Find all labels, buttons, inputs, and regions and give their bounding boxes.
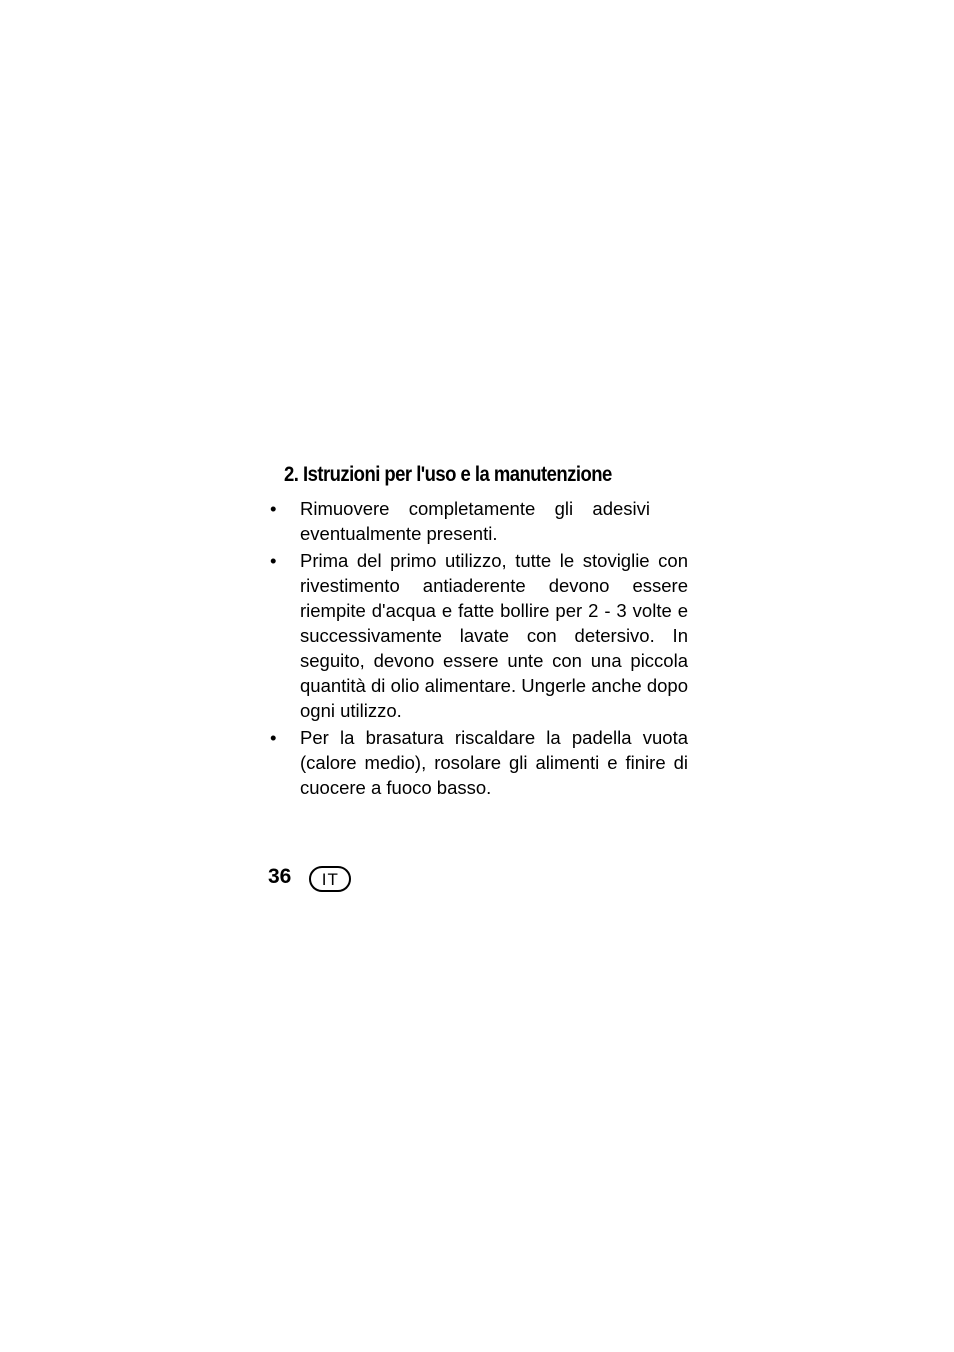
list-item bbox=[268, 496, 688, 546]
language-badge: IT bbox=[309, 866, 351, 892]
section-heading: 2. Istruzioni per l'uso e la manutenzione bbox=[284, 463, 612, 486]
list-item bbox=[268, 548, 688, 723]
page-number: 36 bbox=[268, 865, 292, 888]
bullet-icon: • bbox=[270, 498, 277, 519]
instructions-section bbox=[268, 458, 688, 802]
page-footer bbox=[268, 862, 351, 892]
list-item-text: Per la brasatura riscaldare la padella vuota (calore medio), rosolare gli alimenti e finire di cuocere a fuoco basso. bbox=[300, 727, 688, 798]
list-item-text: Rimuovere completamente gli adesivi eventualmente presenti. bbox=[300, 498, 650, 544]
list-item-text: Prima del primo utilizzo, tutte le stoviglie con rivestimento antiaderente devono essere riempite d'acqua e fatte bollire per 2 - 3 volte e successivamente lavate con detersivo. In seguito, devono essere unte con una piccola quantità di olio alimentare. Ungerle anche dopo ogni utilizzo. bbox=[300, 550, 688, 721]
bullet-icon: • bbox=[270, 550, 277, 571]
bullet-icon: • bbox=[270, 727, 277, 748]
instruction-list bbox=[268, 496, 688, 800]
list-item bbox=[268, 725, 688, 800]
